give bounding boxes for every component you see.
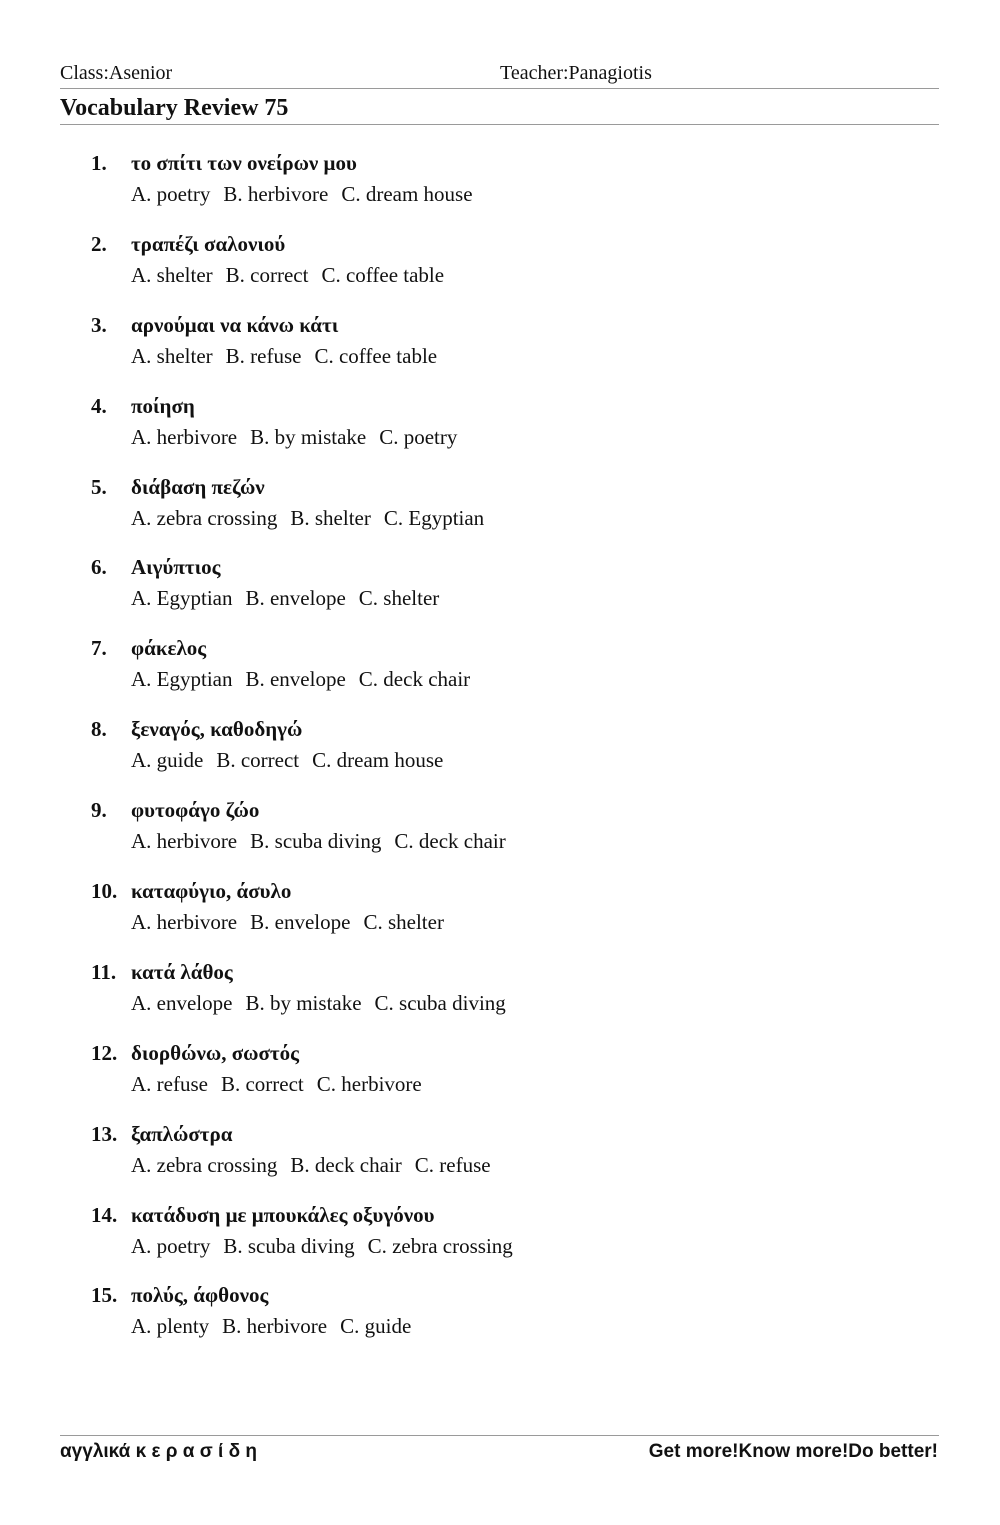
question-item [0,554,1000,635]
teacher-label: Teacher:Panagiotis [500,62,652,84]
answer-options [131,585,439,611]
question-prompt: κατά λάθος [131,959,233,984]
answer-options [131,1313,411,1339]
answer-option[interactable]: A. zebra crossing [131,505,278,530]
answer-options [131,1233,513,1259]
answer-option[interactable]: B. envelope [245,667,346,692]
question-item [0,150,1000,231]
question-item [0,1121,1000,1202]
answer-option[interactable]: C. deck chair [358,667,471,692]
question-item [0,878,1000,959]
question-item [0,393,1000,474]
answer-option[interactable]: C. dream house [341,182,473,206]
question-prompt: Αιγύπτιος [131,555,221,580]
question-prompt: καταφύγιο, άσυλο [131,879,292,904]
question-prompt: ξαπλώστρα [131,1121,233,1146]
question-item [0,635,1000,716]
question-prompt: ξεναγός, καθοδηγώ [131,717,303,742]
question-prompt: φυτοφάγο ζώο [131,798,260,823]
answer-option[interactable]: B. by mistake [250,424,367,449]
question-item [0,1202,1000,1283]
question-number: 4. [91,393,107,418]
answer-option[interactable]: B. herbivore [222,1314,328,1339]
answer-option[interactable]: C. shelter [358,586,440,611]
question-number: 5. [91,474,107,499]
answer-option[interactable]: C. dream house [312,748,444,773]
class-label: Class:Asenior [60,62,173,84]
answer-options [131,181,473,207]
answer-options [131,828,506,854]
answer-option[interactable]: B. correct [216,748,300,773]
answer-option[interactable]: A. poetry [131,1233,211,1258]
answer-options [131,1071,422,1097]
answer-option[interactable]: A. Egyptian [131,586,233,611]
question-prompt: αρνούμαι να κάνω κάτι [131,312,339,337]
question-number: 8. [91,717,107,742]
question-item [0,797,1000,878]
question-prompt: διορθώνω, σωστός [131,1040,299,1065]
answer-option[interactable]: A. herbivore [131,910,238,935]
answer-option[interactable]: A. guide [131,748,204,773]
answer-option[interactable]: B. herbivore [223,182,329,206]
question-prompt: φάκελος [131,636,207,661]
answer-option[interactable]: B. refuse [225,343,302,368]
answer-options [131,343,437,369]
answer-option[interactable]: B. shelter [290,505,371,530]
question-list [0,150,1000,1363]
answer-option[interactable]: B. correct [225,262,309,287]
question-number: 15. [91,1283,118,1308]
answer-options [131,666,470,692]
answer-options [131,747,443,773]
question-number: 2. [91,231,107,256]
answer-option[interactable]: A. herbivore [131,424,238,449]
answer-option[interactable]: C. poetry [379,424,458,449]
question-number: 3. [91,312,107,337]
answer-option[interactable]: B. envelope [245,586,346,611]
answer-options [131,505,484,531]
answer-option[interactable]: B. scuba diving [250,829,382,854]
question-prompt: διάβαση πεζών [131,474,265,499]
question-item [0,959,1000,1040]
question-number: 13. [91,1121,118,1146]
answer-option[interactable]: B. scuba diving [223,1233,355,1258]
answer-option[interactable]: C. guide [340,1314,412,1339]
question-item [0,474,1000,555]
footer-slogan: Get more!Know more!Do better! [648,1441,938,1462]
answer-option[interactable]: A. Egyptian [131,667,233,692]
question-number: 14. [91,1202,118,1227]
answer-options [131,262,444,288]
answer-option[interactable]: C. herbivore [316,1071,422,1096]
question-prompt: πολύς, άφθονος [131,1283,269,1308]
page-title: Vocabulary Review 75 [60,95,289,121]
question-number: 10. [91,879,118,904]
answer-option[interactable]: A. refuse [131,1071,208,1096]
answer-option[interactable]: C. Egyptian [383,505,485,530]
answer-option[interactable]: A. shelter [131,343,213,368]
question-number: 9. [91,798,107,823]
answer-option[interactable]: B. correct [220,1071,304,1096]
answer-option[interactable]: C. deck chair [394,829,506,854]
answer-option[interactable]: B. envelope [250,910,351,935]
question-number: 7. [91,636,107,661]
answer-options [131,990,506,1016]
answer-option[interactable]: C. refuse [414,1152,491,1177]
answer-option[interactable]: C. coffee table [321,262,445,287]
question-prompt: κατάδυση με μπουκάλες οξυγόνου [131,1202,435,1227]
question-prompt: τραπέζι σαλονιού [131,231,286,256]
worksheet-header [60,62,939,89]
answer-option[interactable]: A. zebra crossing [131,1152,278,1177]
question-item [0,716,1000,797]
question-number: 1. [91,151,107,175]
question-item [0,1040,1000,1121]
answer-options [131,1152,491,1178]
question-number: 11. [91,959,117,984]
title-bar [60,93,939,125]
answer-options [131,424,457,450]
answer-option[interactable]: A. envelope [131,990,233,1015]
answer-option[interactable]: B. deck chair [290,1152,402,1177]
answer-option[interactable]: C. shelter [363,910,444,935]
answer-option[interactable]: A. poetry [131,182,211,206]
question-prompt: το σπίτι των ονείρων μου [131,151,357,175]
answer-option[interactable]: A. shelter [131,262,213,287]
answer-option[interactable]: A. herbivore [131,829,238,854]
question-prompt: ποίηση [131,393,195,418]
question-item [0,312,1000,393]
question-number: 12. [91,1040,118,1065]
question-number: 6. [91,555,107,580]
answer-option[interactable]: A. plenty [131,1314,210,1339]
answer-option[interactable]: C. zebra crossing [367,1233,513,1258]
answer-option[interactable]: C. scuba diving [374,990,506,1015]
answer-option[interactable]: B. by mistake [245,990,362,1015]
question-item [0,1282,1000,1363]
answer-options [131,909,444,935]
footer-brand: αγγλικά κ ε ρ α σ ί δ η [60,1441,257,1462]
question-item [0,231,1000,312]
answer-option[interactable]: C. coffee table [314,343,438,368]
footer-divider [60,1435,939,1436]
